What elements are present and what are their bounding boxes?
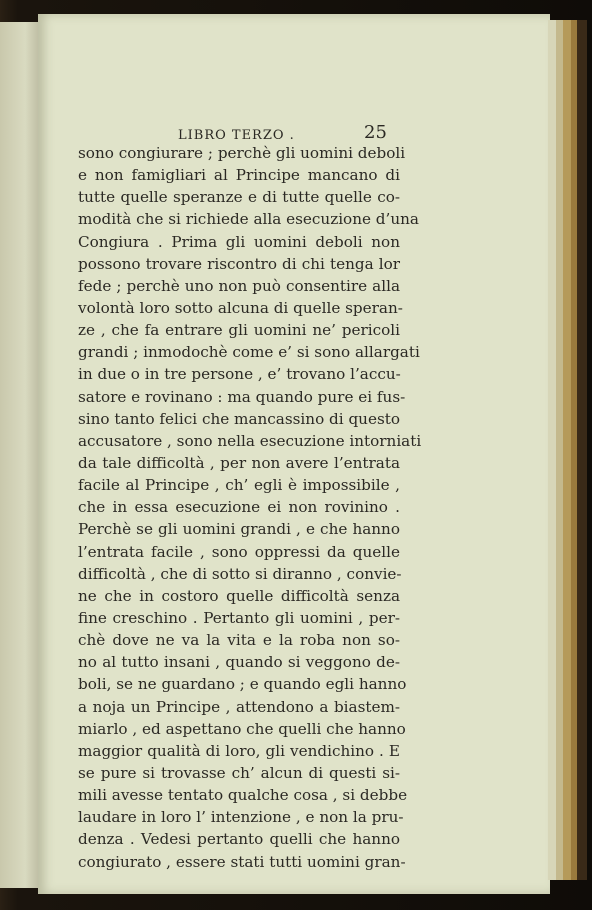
text-line: a noja un Principe , attendono a biastem-: [78, 697, 400, 716]
text-line: che in essa esecuzione ei non rovinino .: [78, 498, 400, 517]
text-line: laudare in loro l’ intenzione , e non la pru-: [78, 808, 404, 827]
text-line: miarlo , ed aspettano che quelli che hanno: [78, 719, 406, 738]
text-line: volontà loro sotto alcuna di quelle speran-: [78, 298, 403, 317]
text-line: possono trovare riscontro di chi tenga lor: [78, 254, 400, 273]
text-line: e non famigliari al Principe mancano di: [78, 166, 400, 185]
text-line: difficoltà , che di sotto si diranno , convie-: [78, 564, 402, 583]
text-line: mili avesse tentato qualche cosa , si debbe: [78, 786, 408, 805]
text-line: boli, se ne guardano ; e quando egli hanno: [78, 675, 407, 694]
text-line: ne che in costoro quelle difficoltà senza: [78, 586, 400, 605]
text-line: da tale difficoltà , per non avere l’entrata: [78, 453, 400, 472]
text-line: tutte quelle speranze e di tutte quelle co-: [78, 188, 400, 207]
page-number: 25: [364, 122, 387, 143]
text-line: congiurato , essere stati tutti uomini gran-: [78, 852, 406, 871]
text-line: satore e rovinano : ma quando pure ei fus-: [78, 387, 406, 406]
text-line: fede ; perchè uno non può consentire alla: [78, 276, 400, 295]
book-cover-edge: [577, 20, 587, 880]
text-line: sono congiurare ; perchè gli uomini deboli: [78, 144, 406, 162]
text-line: grandi ; inmodochè come e’ si sono allargati: [78, 343, 420, 362]
text-line: ze , che fa entrare gli uomini ne’ pericoli: [78, 321, 400, 340]
text-line: l’entrata facile , sono oppressi da quelle: [78, 542, 400, 561]
text-line: maggior qualità di loro, gli vendichino . E: [78, 741, 400, 760]
page-stack-edge: [548, 20, 556, 880]
text-line: denza . Vedesi pertanto quelli che hanno: [78, 830, 400, 849]
text-line: accusatore , sono nella esecuzione intorniati: [78, 431, 422, 450]
text-line: fine creschino . Pertanto gli uomini , per-: [78, 608, 400, 627]
text-line: sino tanto felici che mancassino di questo: [78, 409, 400, 428]
text-line: modità che si richiede alla esecuzione d’una: [78, 210, 419, 229]
text-line: facile al Principe , ch’ egli è impossibile ,: [78, 476, 400, 495]
body-text: [78, 142, 422, 873]
text-line: no al tutto insani , quando si veggono de-: [78, 653, 400, 672]
text-line: chè dove ne va la vita e la roba non so-: [78, 631, 400, 650]
text-line: se pure si trovasse ch’ alcun di questi si-: [78, 763, 400, 782]
page-stack-edge: [556, 20, 563, 880]
running-title: LIBRO TERZO .: [178, 128, 295, 143]
page-stack-edge: [563, 20, 571, 880]
text-line: Perchè se gli uomini grandi , e che hanno: [78, 520, 400, 539]
text-line: Congiura . Prima gli uomini deboli non: [78, 232, 400, 251]
text-line: in due o in tre persone , e’ trovano l’accu-: [78, 365, 401, 384]
